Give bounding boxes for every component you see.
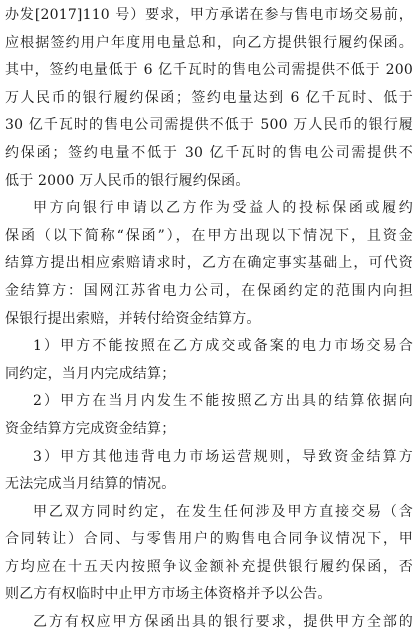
text-line: 结算方提出相应索赔请求时，乙方在确定事实基础上，可代资: [5, 255, 413, 272]
para-dispute: [5, 499, 413, 609]
text-line: 同约定，当月内完成结算；: [5, 365, 176, 382]
text-line: 资金结算方完成资金结算；: [5, 420, 176, 437]
text-line: 保函（以下简称“保函”），在甲方出现以下情况下，且资金: [5, 227, 413, 244]
text-line: 30 亿千瓦时的售电公司需提供不低于 500 万人民币的银行履: [5, 117, 413, 134]
text-line: 则乙方有权临时中止甲方市场主体资格并予以公告。: [5, 586, 332, 603]
text-line: 乙方有权应甲方保函出具的银行要求，提供甲方全部的: [33, 614, 413, 631]
para-case-1: [5, 333, 413, 388]
text-line: 低于 2000 万人民币的银行履约保函。: [5, 172, 250, 189]
text-line: 甲方向银行申请以乙方作为受益人的投标保函或履约: [33, 200, 413, 217]
para-beneficiary: [5, 195, 413, 333]
text-line: 甲乙双方同时约定，在发生任何涉及甲方直接交易（含: [33, 503, 413, 520]
text-line: 万人民币的银行履约保函；签约电量达到 6 亿千瓦时、低于: [5, 89, 413, 106]
text-line: 金结算方：国网江苏省电力公司，在保函约定的范围内向担: [5, 282, 413, 299]
para-case-2: [5, 388, 413, 443]
text-line: 无法完成当月结算的情况。: [5, 476, 176, 493]
text-line: 保银行提出索赔，并转付给资金结算方。: [5, 310, 261, 327]
para-guarantee-requirement: [5, 2, 413, 195]
text-line: 3）甲方其他违背电力市场运营规则，导致资金结算方: [33, 448, 413, 465]
text-line: 应根据签约用户年度用电量总和，向乙方提供银行履约保函。: [5, 34, 413, 51]
text-line: 方均应在十五天内按照争议金额补充提供银行履约保函，否: [5, 558, 413, 575]
text-line: 1）甲方不能按照在乙方成交或备案的电力市场交易合: [33, 338, 413, 355]
text-line: 约保函；签约电量不低于 30 亿千瓦时的售电公司需提供不: [5, 144, 413, 161]
text-line: 其中，签约电量低于 6 亿千瓦时的售电公司需提供不低于 200: [5, 62, 413, 79]
para-bank-request: [5, 609, 413, 637]
text-line: 合同转让）合同、与零售用户的购售电合同争议情况下，甲: [5, 531, 413, 548]
text-line: 办发[2017]110 号）要求，甲方承诺在参与售电市场交易前，: [5, 7, 413, 23]
text-line: 2）甲方在当月内发生不能按照乙方出具的结算依据向: [33, 393, 413, 410]
para-case-3: [5, 444, 413, 499]
